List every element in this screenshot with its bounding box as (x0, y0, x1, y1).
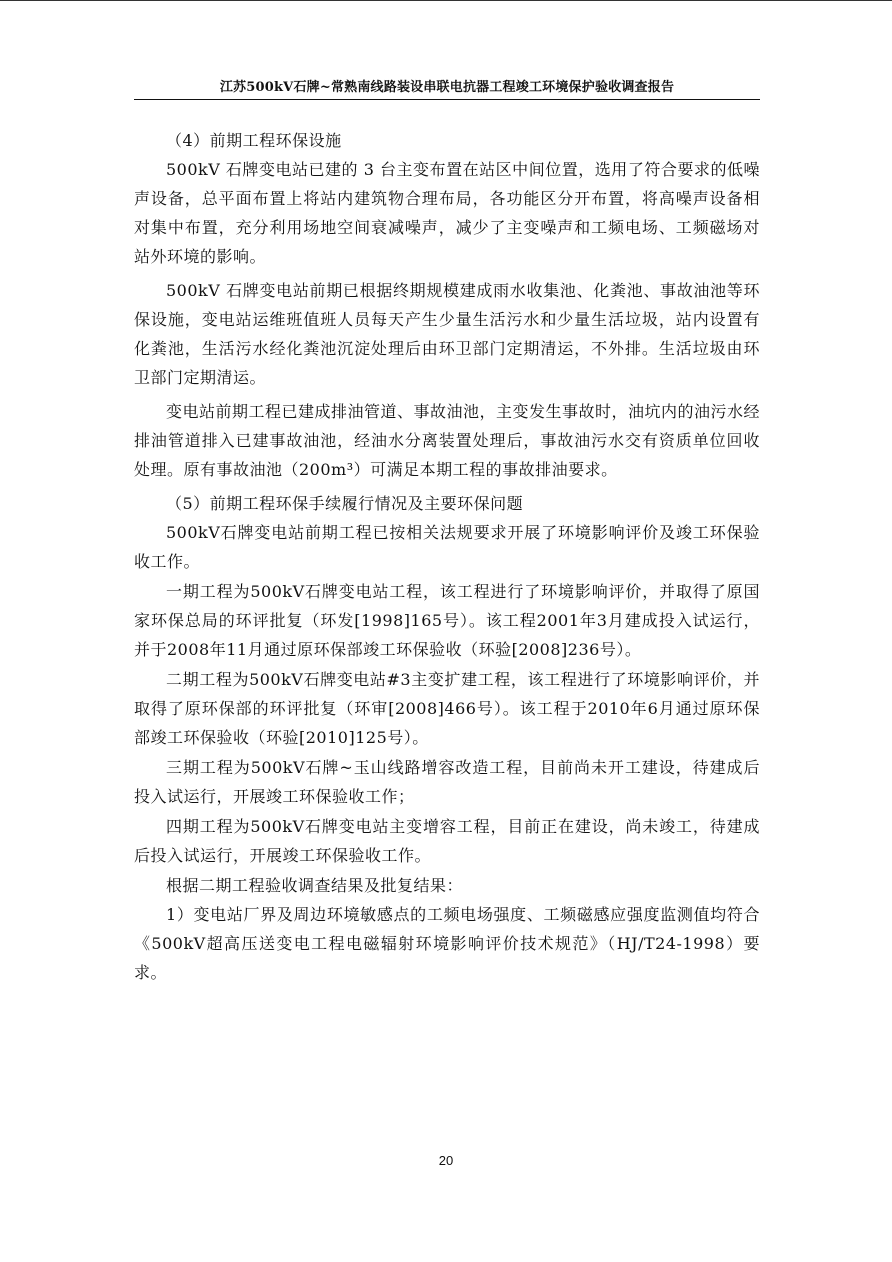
top-border-line (0, 0, 892, 1)
subheading-preceding-facilities: （4）前期工程环保设施 (166, 131, 342, 150)
subheading-procedures: （5）前期工程环保手续履行情况及主要环保问题 (166, 494, 524, 513)
paragraph-phase-two: 二期工程为500kV石牌变电站#3主变扩建工程，该工程进行了环境影响评价，并取得了原环保部的环评批复（环审[2008]466号）。该工程于2010年6月通过原环保部竣工环保验收（环验[2010]125号）。 (134, 670, 760, 747)
paragraph-transformer-noise: 500kV 石牌变电站已建的 3 台主变布置在站区中间位置，选用了符合要求的低噪声设备，总平面布置上将站内建筑物合理布局，各功能区分开布置，将高噪声设备相对集中布置，充分利用场地空间衰减噪声，减少了主变噪声和工频电场、工频磁场对站外环境的影响。 (134, 160, 760, 266)
paragraph-phase-one: 一期工程为500kV石牌变电站工程，该工程进行了环境影响评价，并取得了原国家环保总局的环评批复（环发[1998]165号）。该工程2001年3月建成投入试运行，并于2008年11月通过原环保部竣工环保验收（环验[2008]236号）。 (134, 582, 760, 659)
paragraph-wastewater-facilities: 500kV 石牌变电站前期已根据终期规模建成雨水收集池、化粪池、事故油池等环保设施，变电站运维班值班人员每天产生少量生活污水和少量生活垃圾，站内设置有化粪池，生活污水经化粪池沉淀处理后由环卫部门定期清运，不外排。生活垃圾由环卫部门定期清运。 (134, 281, 760, 387)
body-text (134, 126, 760, 987)
running-header: 江苏500kV石牌~常熟南线路装设串联电抗器工程竣工环境保护验收调查报告 (219, 80, 675, 95)
paragraph-result-one: 1）变电站厂界及周边环境敏感点的工频电场强度、工频磁感应强度监测值均符合《500kV超高压送变电工程电磁辐射环境影响评价技术规范》（HJ/T24-1998）要求。 (134, 905, 760, 982)
paragraph-phase-three: 三期工程为500kV石牌~玉山线路增容改造工程，目前尚未开工建设，待建成后投入试运行，开展竣工环保验收工作； (134, 758, 760, 806)
paragraph-phase-four: 四期工程为500kV石牌变电站主变增容工程，目前正在建设，尚未竣工，待建成后投入试运行，开展竣工环保验收工作。 (134, 817, 760, 865)
paragraph-oil-pool: 变电站前期工程已建成排油管道、事故油池，主变发生事故时，油坑内的油污水经排油管道排入已建事故油池，经油水分离装置处理后，事故油污水交有资质单位回收处理。原有事故油池（200m³）可满足本期工程的事故排油要求。 (134, 402, 761, 479)
page-number: 20 (438, 1153, 454, 1168)
paragraph-procedures-overview: 500kV石牌变电站前期工程已按相关法规要求开展了环境影响评价及竣工环保验收工作。 (134, 523, 760, 571)
header-rule (134, 99, 760, 100)
paragraph-results-intro: 根据二期工程验收调查结果及批复结果： (166, 876, 464, 895)
